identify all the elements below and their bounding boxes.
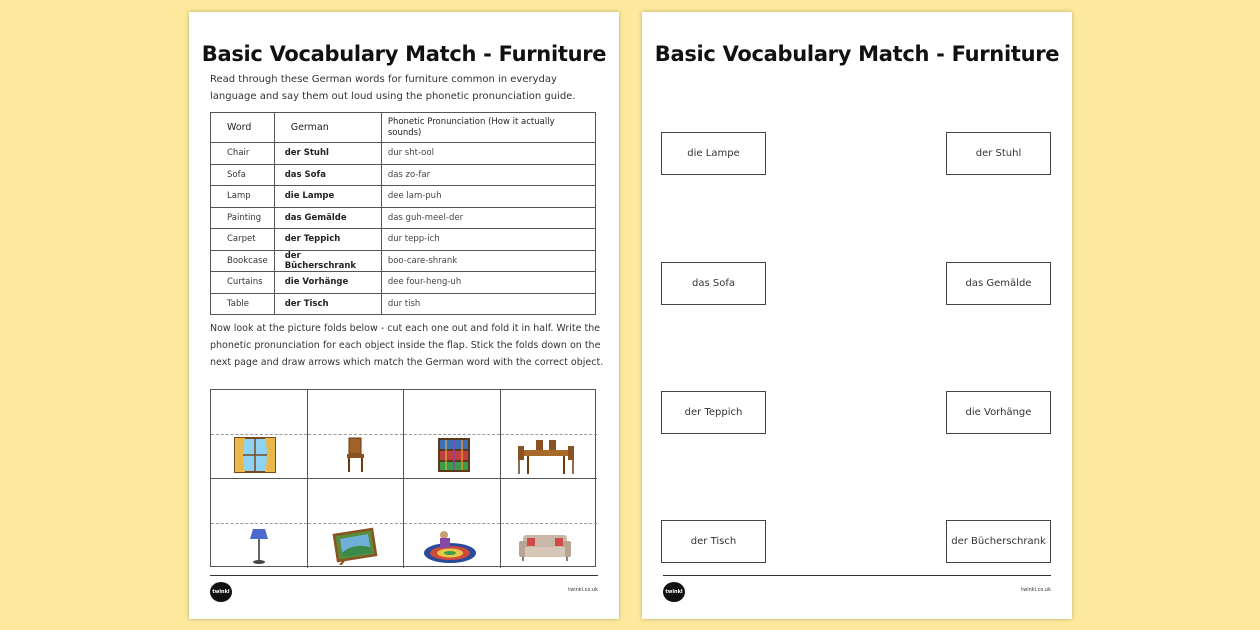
fold-cell-table (501, 390, 598, 479)
pronunciation-cell: dur tepp-ich (381, 229, 595, 251)
carpet-icon (422, 525, 478, 565)
fold-cell-window (211, 390, 308, 479)
page-title: Basic Vocabulary Match - Furniture (654, 42, 1060, 66)
window-curtains-icon (233, 436, 277, 474)
worksheet-page-2 (642, 12, 1072, 619)
word-cell: Sofa (211, 164, 275, 186)
picture-folds-grid (210, 389, 596, 567)
word-box: das Sofa (661, 262, 766, 305)
pronunciation-cell: dee four-heng-uh (381, 272, 595, 294)
word-cell: Chair (211, 143, 275, 165)
table-row (211, 207, 596, 229)
word-box: der Bücherschrank (946, 520, 1051, 563)
bookcase-icon (432, 436, 476, 474)
footer-website: twinkl.co.uk (568, 587, 598, 593)
word-cell: Table (211, 293, 275, 315)
pronunciation-cell: das guh-meel-der (381, 207, 595, 229)
german-cell: die Lampe (274, 186, 381, 208)
german-cell: das Gemälde (274, 207, 381, 229)
word-cell: Lamp (211, 186, 275, 208)
word-cell: Painting (211, 207, 275, 229)
column-header: German (274, 113, 381, 143)
fold-line (308, 523, 404, 524)
german-cell: der Teppich (274, 229, 381, 251)
fold-line (211, 434, 307, 435)
painting-icon (330, 525, 380, 565)
pronunciation-cell: das zo-far (381, 164, 595, 186)
word-box: der Stuhl (946, 132, 1051, 175)
page-title: Basic Vocabulary Match - Furniture (201, 42, 607, 66)
fold-cell-painting (308, 479, 405, 568)
footer-website: twinkl.co.uk (1021, 587, 1051, 593)
vocabulary-table (210, 112, 596, 315)
german-cell: die Vorhänge (274, 272, 381, 294)
fold-line (404, 523, 500, 524)
pronunciation-cell: dur sht-ool (381, 143, 595, 165)
fold-cell-lamp (211, 479, 308, 568)
word-box: die Lampe (661, 132, 766, 175)
table-icon (516, 436, 576, 476)
chair-icon (334, 436, 378, 474)
word-cell: Bookcase (211, 250, 275, 272)
word-box: der Teppich (661, 391, 766, 434)
instructions-text: Now look at the picture folds below - cut each one out and fold it in half. Write the phonetic pronunciation for each object inside the flap. Stick the folds down on the next page and draw arrows which match the German word with the correct object. (210, 323, 604, 368)
word-cell: Curtains (211, 272, 275, 294)
table-row (211, 186, 596, 208)
pronunciation-cell: boo-care-shrank (381, 250, 595, 272)
fold-line (501, 523, 598, 524)
fold-line (501, 434, 598, 435)
footer-divider (210, 575, 598, 576)
german-cell: der Tisch (274, 293, 381, 315)
fold-line (404, 434, 500, 435)
german-cell: der Bücherschrank (274, 250, 381, 272)
table-row (211, 293, 596, 315)
table-row (211, 229, 596, 251)
fold-line (211, 523, 307, 524)
fold-cell-bookcase (404, 390, 501, 479)
pronunciation-cell: dee lam-puh (381, 186, 595, 208)
fold-line (308, 434, 404, 435)
word-box: das Gemälde (946, 262, 1051, 305)
table-row (211, 250, 596, 272)
twinkl-logo: twinkl (663, 582, 685, 602)
table-row (211, 272, 596, 294)
fold-cell-chair (308, 390, 405, 479)
table-row (211, 143, 596, 165)
column-header: Word (211, 113, 275, 143)
word-cell: Carpet (211, 229, 275, 251)
twinkl-logo: twinkl (210, 582, 232, 602)
footer-divider (663, 575, 1051, 576)
lamp-icon (249, 525, 293, 565)
sofa-icon (517, 525, 573, 565)
word-box: die Vorhänge (946, 391, 1051, 434)
german-cell: das Sofa (274, 164, 381, 186)
table-row (211, 164, 596, 186)
pronunciation-cell: dur tish (381, 293, 595, 315)
fold-cell-carpet (404, 479, 501, 568)
table-header-row (211, 113, 596, 143)
column-header: Phonetic Pronunciation (How it actually sounds) (381, 113, 595, 143)
worksheet-page-1 (189, 12, 619, 619)
german-cell: der Stuhl (274, 143, 381, 165)
word-box: der Tisch (661, 520, 766, 563)
fold-cell-sofa (501, 479, 598, 568)
intro-text: Read through these German words for furniture common in everyday language and say them out loud using the phonetic pronunciation guide. (210, 74, 576, 102)
